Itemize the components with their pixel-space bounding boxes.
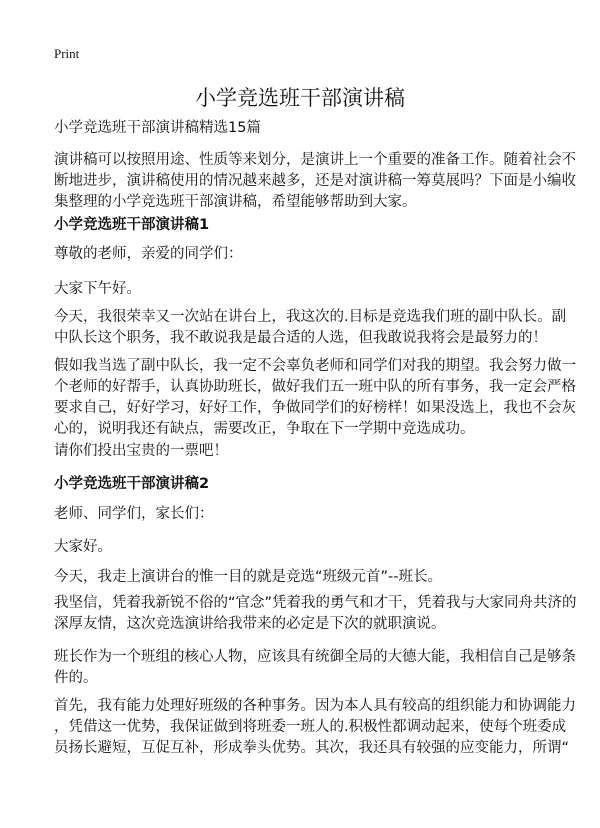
paragraph	[54, 244, 554, 265]
text-line: 要求自己，好好学习，好好工作，争做同学们的好榜样！如果没选上，我也不会灰	[54, 400, 576, 416]
subtitle-text: 小学竞选班干部演讲稿精选15篇	[54, 120, 261, 136]
text-line: 件的。	[54, 670, 98, 686]
paragraph	[54, 593, 577, 635]
paragraph	[54, 647, 576, 689]
paragraph	[54, 356, 576, 440]
text-line: 中队长这个职务，我不敢说我是最合适的人选，但我敢说我将会是最努力的！	[54, 330, 547, 346]
text-line: 大家好。	[54, 539, 112, 555]
section-heading	[54, 215, 554, 236]
heading-text: 小学竞选班干部演讲稿1	[54, 217, 210, 233]
text-line: 尊敬的老师，亲爱的同学们：	[54, 246, 243, 262]
paragraph	[54, 441, 554, 462]
text-line: 深厚友情，这次竞选演讲给我带来的必定是下次的就职演说。	[54, 616, 446, 632]
intro-paragraph	[54, 150, 576, 213]
text-line: 演讲稿可以按照用途、性质等来划分，是演讲上一个重要的准备工作。随着社会不	[54, 152, 576, 168]
text-line: 请你们投出宝贵的一票吧！	[54, 443, 228, 459]
text-line: 集整理的小学竞选班干部演讲稿，希望能够帮助到大家。	[54, 194, 417, 210]
subtitle	[54, 118, 554, 139]
section-heading	[54, 474, 554, 495]
paragraph	[54, 504, 554, 525]
text-line: 假如我当选了副中队长，我一定不会辜负老师和同学们对我的期望。我会努力做一	[54, 358, 576, 374]
paragraph	[54, 696, 576, 759]
paragraph	[54, 307, 567, 349]
text-line: 今天，我走上演讲台的惟一目的就是竞选“班级元首”--班长。	[54, 569, 442, 585]
page-title: 小学竞选班干部演讲稿	[195, 86, 405, 110]
paragraph	[54, 279, 554, 300]
heading-text: 小学竞选班干部演讲稿2	[54, 476, 210, 492]
text-line: 大家下午好。	[54, 281, 141, 297]
paragraph	[54, 567, 554, 588]
paragraph	[54, 537, 554, 558]
text-line: 断地进步，演讲稿使用的情况越来越多，还是对演讲稿一筹莫展吗？下面是小编收	[54, 173, 576, 189]
text-line: 班长作为一个班组的核心人物，应该具有统御全局的大德大能，我相信自己是够条	[54, 649, 576, 665]
text-line: 首先，我有能力处理好班级的各种事务。因为本人具有较高的组织能力和协调能力	[54, 698, 576, 714]
print-link[interactable]: Print	[54, 46, 80, 61]
text-line: 老师、同学们，家长们：	[54, 506, 214, 522]
text-line: 今天，我很荣幸又一次站在讲台上，我这次的.目标是竞选我们班的副中队长。副	[54, 309, 567, 325]
text-line: 我坚信，凭着我新锐不俗的“官念”凭着我的勇气和才干，凭着我与大家同舟共济的	[54, 595, 577, 611]
text-line: 个老师的好帮手，认真协助班长，做好我们五一班中队的所有事务，我一定会严格	[54, 379, 576, 395]
text-line: 员扬长避短，互促互补，形成拳头优势。其次，我还具有较强的应变能力，所谓“	[54, 740, 570, 756]
text-line: 心的，说明我还有缺点，需要改正，争取在下一学期中竞选成功。	[54, 421, 475, 437]
text-line: ，凭借这一优势，我保证做到将班委一班人的.积极性都调动起来，使每个班委成	[54, 719, 567, 735]
